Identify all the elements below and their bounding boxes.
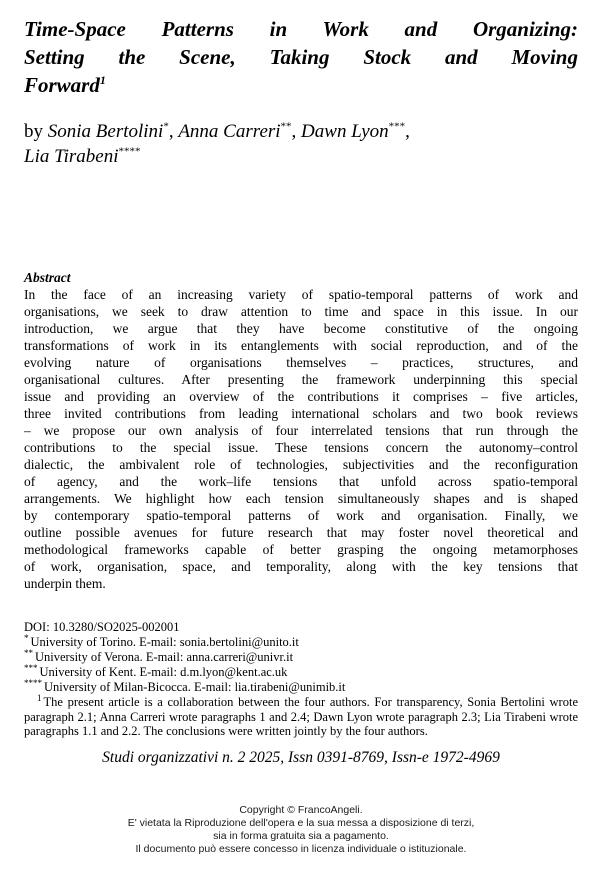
abstract-line: In the face of an increasing variety of spatio-temporal patterns of work and	[24, 287, 578, 302]
affiliation-footnote	[24, 632, 578, 650]
author-separator: ,	[405, 121, 410, 142]
title-footnote-marker: 1	[99, 73, 106, 87]
affiliation-footnotes	[24, 632, 578, 695]
footnote-text: University of Milan-Bicocca. E-mail: lia.tirabeni@unimib.it	[44, 680, 346, 694]
journal-issue-line: Studi organizzativi n. 2 2025, Issn 0391-8769, Issn-e 1972-4969	[102, 748, 500, 766]
footnote-marker: ****	[24, 677, 42, 688]
byline	[24, 119, 578, 169]
title-line: Time-Space Patterns in Work and Organizing:	[24, 17, 578, 41]
abstract-line: three invited contributions from leading international scholars and two book reviews	[24, 406, 578, 421]
author-footnote-marker: **	[280, 120, 292, 133]
collaboration-footnote	[24, 692, 578, 739]
abstract-line: dialectic, the ambivalent role of technologies, subjectivities and the reconfiguration	[24, 457, 578, 472]
author-name: Lia Tirabeni	[24, 146, 119, 167]
abstract-line: organisations, we seek to draw attention to time and space in this issue. In our	[24, 304, 578, 319]
article-title	[24, 15, 578, 99]
author-name: Anna Carreri	[178, 121, 281, 142]
author-footnote-marker: *	[163, 120, 169, 133]
abstract-line: organisational cultures. After presenting the framework underpinning this special	[24, 372, 578, 387]
copyright-block	[24, 804, 578, 857]
title-last-line-text: Forward	[24, 73, 100, 97]
abstract-line: contributions to the special issue. These tensions concern the autonomy–control	[24, 440, 578, 455]
abstract-line: outline possible avenues for future research that may foster novel theoretical and	[24, 525, 578, 540]
author-separator: ,	[168, 121, 179, 142]
copyright-line: E' vietata la Riproduzione dell'opera e la sua messa a disposizione di terzi,	[127, 816, 475, 829]
footnote-text: University of Verona. E-mail: anna.carreri@univr.it	[35, 650, 294, 664]
footnote-marker: ***	[24, 662, 38, 673]
byline-prefix: by	[24, 121, 48, 142]
affiliation-footnote	[24, 647, 578, 665]
author-footnote-marker: ***	[388, 120, 406, 133]
abstract-line: evolving nature of organisations themselves – practices, structures, and	[24, 355, 578, 370]
abstract-line: of agency, and the work–life tensions that unfold across spatio-temporal	[24, 474, 578, 489]
author-footnote-marker: ****	[118, 145, 141, 158]
footnote-marker: **	[24, 647, 33, 658]
footnote-marker: *	[24, 632, 29, 643]
title-line: Setting the Scene, Taking Stock and Moving	[24, 45, 578, 69]
abstract-line: methodological frameworks capable of better grasping the ongoing metamorphoses	[24, 542, 578, 557]
author-separator: ,	[291, 121, 302, 142]
footnote-marker: 1	[37, 692, 42, 703]
author-name: Sonia Bertolini	[47, 121, 164, 142]
copyright-line: Il documento può essere concesso in licenza individuale o istituzionale.	[135, 843, 467, 856]
footnote-text: University of Kent. E-mail: d.m.lyon@kent.ac.uk	[39, 665, 288, 679]
abstract-body	[24, 286, 578, 592]
title-line	[24, 71, 578, 99]
abstract-line: – we propose our own analysis of four interrelated tensions that run through the	[24, 423, 578, 438]
abstract-heading: Abstract	[24, 270, 71, 285]
abstract-line: underpin them.	[24, 576, 106, 591]
doi-line: DOI: 10.3280/SO2025-002001	[24, 620, 180, 634]
copyright-line: Copyright © FrancoAngeli.	[239, 803, 363, 816]
affiliation-footnote	[24, 677, 578, 695]
footnote-text: University of Torino. E-mail: sonia.bertolini@unito.it	[30, 635, 299, 649]
footnote-text: The present article is a collaboration between the four authors. For transparency, Sonia Bertolini wrote paragraph 2.1; Anna Carreri wrote paragraphs 1 and 2.4; Dawn Lyon wrote paragraph 2.3; Lia Tirabeni wrote paragraphs 1.1 and 2.2. The conclusions were written jointly by the four authors.	[24, 695, 578, 738]
abstract-line: of work, organisation, space, and temporality, along with the key tensions that	[24, 559, 578, 574]
abstract-line: arrangements. We highlight how each tension simultaneously shapes and is shaped	[24, 491, 578, 506]
author-name: Dawn Lyon	[301, 121, 389, 142]
abstract-line: transformations of work in its entanglements with social reproduction, and of the	[24, 338, 578, 353]
affiliation-footnote	[24, 662, 578, 680]
abstract-line: issue and providing an overview of the contributions it comprises – five articles,	[24, 389, 578, 404]
abstract-line: by contemporary spatio-temporal patterns of work and organisation. Finally, we	[24, 508, 578, 523]
copyright-line: sia in forma gratuita sia a pagamento.	[213, 830, 389, 843]
abstract-line: introduction, we argue that they have become constitutive of the ongoing	[24, 321, 578, 336]
